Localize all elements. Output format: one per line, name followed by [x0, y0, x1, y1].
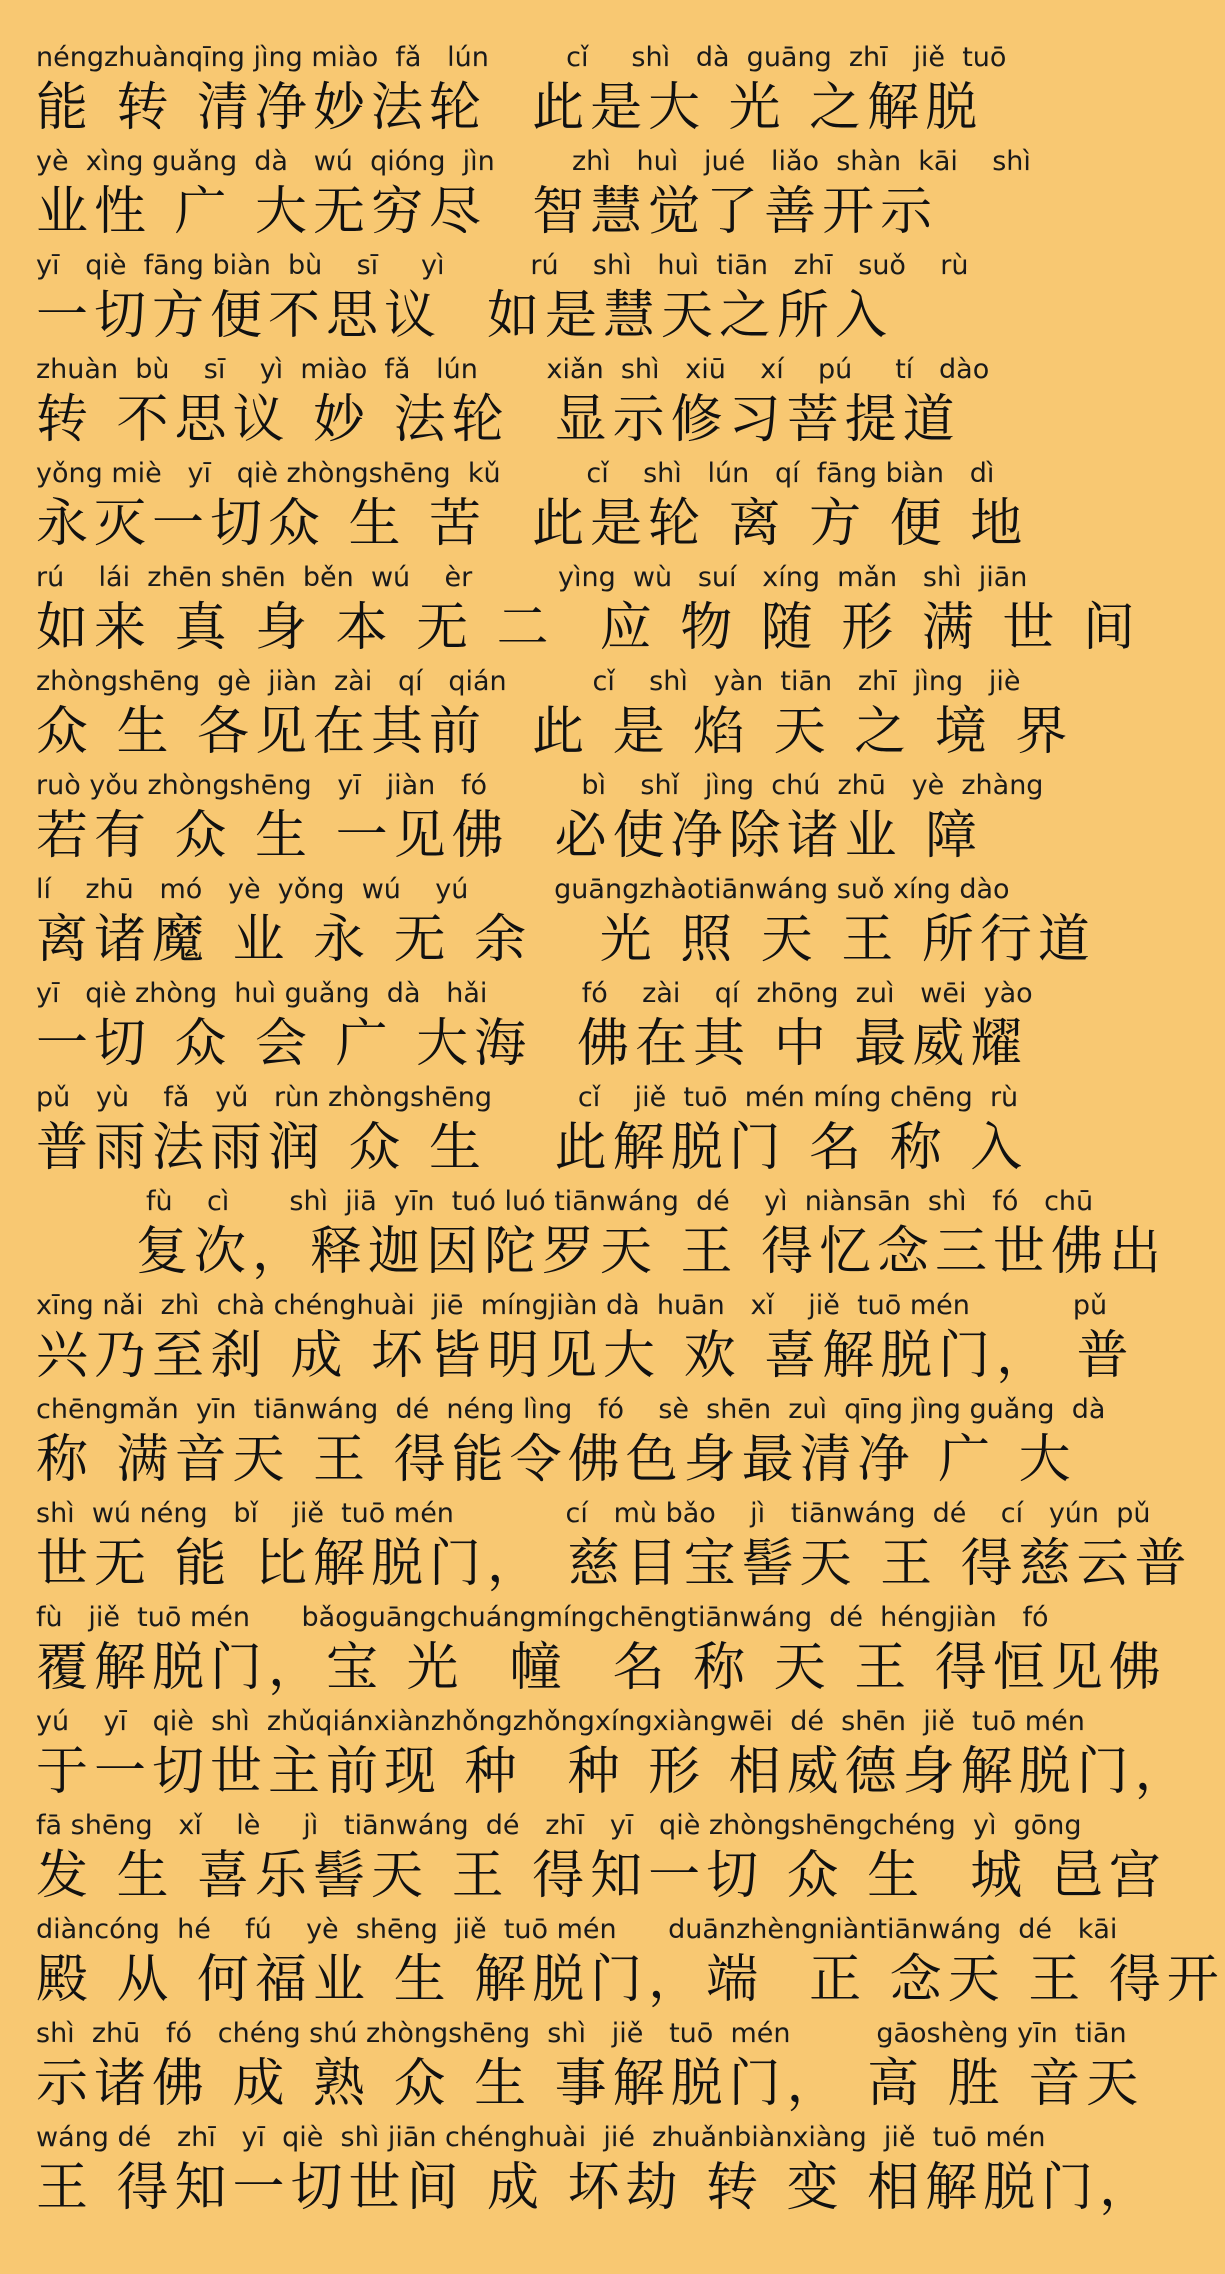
- pinyin-text: fù cì shì jiā yīn tuó luó tiānwáng dé yì niànsān shì fó chū: [146, 1186, 1094, 1217]
- verse-line-3: [36, 246, 1046, 350]
- pinyin-text: shì zhū fó chéng shú zhòngshēng shì jiě tuō mén gāoshèng yīn tiān: [36, 2018, 1127, 2049]
- verse-line-1: [36, 38, 1046, 142]
- pinyin-text: fā shēng xǐ lè jì tiānwáng dé zhī yī qiè zhòngshēngchéng yì gōng: [36, 1810, 1082, 1841]
- hanzi-text: 王 得知一切世间 成 坏劫 转 变 相解脱门，: [36, 2158, 1158, 2218]
- hanzi-text: 永灭一切众 生 苦 此是轮 离 方 便 地: [36, 494, 1029, 554]
- pinyin-text: yǒng miè yī qiè zhòngshēng kǔ cǐ shì lún qí fāng biàn dì: [36, 458, 995, 489]
- hanzi-text: 发 生 喜乐髻天 王 得知一切 众 生 城 邑宫: [36, 1846, 1167, 1906]
- pinyin-text: ruò yǒu zhòngshēng yī jiàn fó bì shǐ jìng chú zhū yè zhàng: [36, 770, 1044, 801]
- hanzi-text: 覆解脱门，宝 光 幢 名 称 天 王 得恒见佛: [36, 1638, 1167, 1698]
- pinyin-text: yè xìng guǎng dà wú qióng jìn zhì huì jué liǎo shàn kāi shì: [36, 146, 1031, 177]
- pinyin-text: yú yī qiè shì zhǔqiánxiànzhǒngzhǒngxíngxiàngwēi dé shēn jiě tuō mén: [36, 1706, 1085, 1737]
- verse-line-9: [36, 870, 1096, 974]
- hanzi-text: 能 转 清净妙法轮 此是大 光 之解脱: [36, 78, 984, 138]
- prose-line-1: [36, 1182, 1168, 1286]
- pinyin-text: xīng nǎi zhì chà chénghuài jiē míngjiàn dà huān xǐ jiě tuō mén pǔ: [36, 1290, 1108, 1321]
- hanzi-text: 转 不思议 妙 法轮 显示修习菩提道: [36, 390, 961, 450]
- verse-line-5: [36, 454, 1046, 558]
- prose-line-10: [36, 2118, 1158, 2222]
- hanzi-text: 兴乃至刹 成 坏皆明见大 欢 喜解脱门， 普: [36, 1326, 1135, 1386]
- pinyin-text: yī qiè fāng biàn bù sī yì rú shì huì tiān zhī suǒ rù: [36, 250, 969, 281]
- pinyin-text: fù jiě tuō mén bǎoguāngchuángmíngchēngtiānwáng dé héngjiàn fó: [36, 1602, 1049, 1633]
- verse-line-4: [36, 350, 1046, 454]
- prose-line-6: [36, 1702, 1193, 1806]
- hanzi-text: 普雨法雨润 众 生 此解脱门 名 称 入: [36, 1118, 1029, 1178]
- prose-line-7: [36, 1806, 1167, 1910]
- hanzi-text: 离诸魔 业 永 无 余 光 照 天 王 所行道: [36, 910, 1096, 970]
- hanzi-text: 若有 众 生 一见佛 必使净除诸业 障: [36, 806, 984, 866]
- pinyin-text: shì wú néng bǐ jiě tuō mén cí mù bǎo jì tiānwáng dé cí yún pǔ: [36, 1498, 1151, 1529]
- pinyin-text: néngzhuànqīng jìng miào fǎ lún cǐ shì dà guāng zhī jiě tuō: [36, 42, 1007, 73]
- hanzi-text: 复次，释迦因陀罗天 王 得忆念三世佛出: [136, 1222, 1168, 1282]
- hanzi-text: 殿 从 何福业 生 解脱门，端 正 念天 王 得开: [36, 1950, 1225, 2010]
- hanzi-text: 众 生 各见在其前 此 是 焰 天 之 境 界: [36, 702, 1074, 762]
- pinyin-text: zhòngshēng gè jiàn zài qí qián cǐ shì yàn tiān zhī jìng jiè: [36, 666, 1021, 697]
- verse-line-7: [36, 662, 1074, 766]
- prose-line-9: [36, 2014, 1145, 2118]
- hanzi-text: 于一切世主前现 种 种 形 相威德身解脱门，: [36, 1742, 1193, 1802]
- prose-line-5: [36, 1598, 1167, 1702]
- pinyin-text: zhuàn bù sī yì miào fǎ lún xiǎn shì xiū xí pú tí dào: [36, 354, 990, 385]
- pinyin-text: diàncóng hé fú yè shēng jiě tuō mén duānzhèngniàntiānwáng dé kāi: [36, 1914, 1118, 1945]
- prose-line-3: [36, 1390, 1106, 1494]
- hanzi-text: 称 满音天 王 得能令佛色身最清净 广 大: [36, 1430, 1077, 1490]
- hanzi-text: 业性 广 大无穷尽 智慧觉了善开示: [36, 182, 939, 242]
- prose-line-2: [36, 1286, 1135, 1390]
- hanzi-text: 世无 能 比解脱门， 慈目宝髻天 王 得慈云普: [36, 1534, 1193, 1594]
- verse-line-2: [36, 142, 1046, 246]
- pinyin-text: yī qiè zhòng huì guǎng dà hǎi fó zài qí zhōng zuì wēi yào: [36, 978, 1033, 1009]
- pinyin-text: rú lái zhēn shēn běn wú èr yìng wù suí xíng mǎn shì jiān: [36, 562, 1028, 593]
- pinyin-text: lí zhū mó yè yǒng wú yú guāngzhàotiānwáng suǒ xíng dào: [36, 874, 1010, 905]
- hanzi-text: 一切 众 会 广 大海 佛在其 中 最威耀: [36, 1014, 1029, 1074]
- verse-line-6: [36, 558, 1141, 662]
- prose-line-8: [36, 1910, 1225, 2014]
- hanzi-text: 示诸佛 成 熟 众 生 事解脱门， 高 胜 音天: [36, 2054, 1145, 2114]
- pinyin-text: wáng dé zhī yī qiè shì jiān chénghuài jié zhuǎnbiànxiàng jiě tuō mén: [36, 2122, 1046, 2153]
- verse-line-11: [36, 1078, 1046, 1182]
- verse-line-10: [36, 974, 1046, 1078]
- prose-line-4: [36, 1494, 1193, 1598]
- hanzi-text: 如来 真 身 本 无 二 应 物 随 形 满 世 间: [36, 598, 1141, 658]
- pinyin-text: chēngmǎn yīn tiānwáng dé néng lìng fó sè shēn zuì qīng jìng guǎng dà: [36, 1394, 1106, 1425]
- pinyin-text: pǔ yù fǎ yǔ rùn zhòngshēng cǐ jiě tuō mén míng chēng rù: [36, 1082, 1019, 1113]
- hanzi-text: 一切方便不思议 如是慧天之所入: [36, 286, 894, 346]
- verse-line-8: [36, 766, 1046, 870]
